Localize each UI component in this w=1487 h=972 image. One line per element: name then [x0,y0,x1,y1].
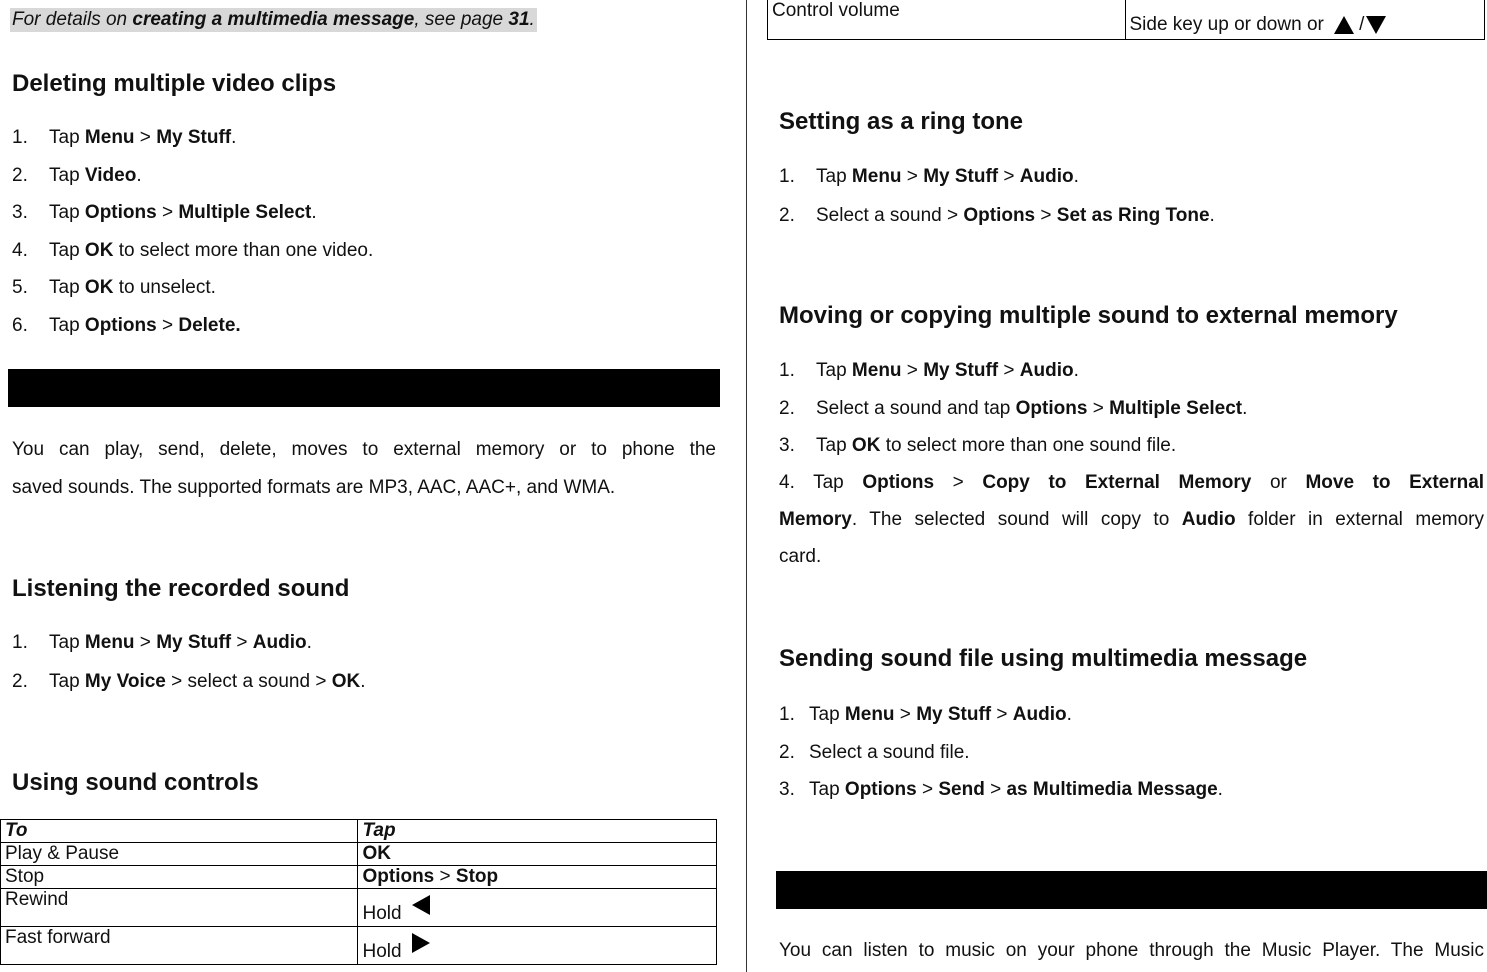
column-divider [746,0,747,972]
table-cell-to: Control volume [768,0,1126,39]
left-column [0,0,730,972]
sound-intro-paragraph: You can play, send, delete, moves to external memory or to phone the saved sounds. The supported formats are MP3, AAC, AAC+, and WMA. [12,439,716,498]
right-column [760,0,1487,972]
step-4-line: card. [779,546,822,567]
table-row [1,843,717,866]
step-4-copy-move [779,464,1484,575]
table-cell-tap: Hold [358,927,717,965]
table-row [1,927,717,965]
volume-up-triangle-icon [1334,16,1354,34]
list-item: 2. Select a sound file. [779,741,970,763]
list-item: 1. Tap Menu > My Stuff > Audio. [12,632,312,653]
table-cell-tap: Options > Stop [358,866,717,889]
section-header-bar [8,369,720,407]
list-item: 2. Tap Video. [12,164,142,186]
music-player-paragraph: You can listen to music on your phone through the Music Player. The Music [779,940,1484,961]
table-header-cell: To [1,820,358,843]
step-4-line: 4. Tap Options > Copy to External Memory or Move to External [779,472,1485,493]
table-header-row [1,820,717,843]
table-header-cell: Tap [358,820,717,843]
table-cell-to: Fast forward [1,927,358,965]
list-item: 2. Select a sound and tap Options > Multiple Select. [779,397,1248,419]
list-item: 6. Tap Options > Delete. [12,315,241,336]
rewind-triangle-icon [412,895,430,915]
list-item: 1. Tap Menu > My Stuff > Audio. [779,360,1079,381]
volume-control-table [767,0,1485,40]
section-header-bar [776,871,1487,909]
heading-ring-tone: Setting as a ring tone [779,108,1024,135]
sound-controls-table [0,819,717,965]
list-item: 2. Select a sound > Options > Set as Ring Tone. [779,204,1215,226]
list-item: 3. Tap OK to select more than one sound file. [779,435,1177,456]
volume-down-triangle-icon [1366,16,1386,34]
table-row [768,0,1485,39]
table-cell-tap: Hold [358,889,717,927]
heading-sound-controls: Using sound controls [12,769,259,796]
heading-sending-mms: Sending sound file using multimedia message [779,645,1308,672]
list-item: 3. Tap Options > Multiple Select. [12,202,317,224]
list-item: 1. Tap Menu > My Stuff > Audio. [779,166,1079,187]
list-item: 4. Tap OK to select more than one video. [12,239,374,261]
forward-triangle-icon [412,933,430,953]
table-cell-tap: OK [358,843,717,866]
cross-reference-note: For details on creating a multimedia message, see page 31. [12,9,535,30]
step-4-line: Memory. The selected sound will copy to Audio folder in external memory [779,509,1484,530]
table-row [1,889,717,927]
table-cell-tap: Side key up or down or / [1125,0,1485,39]
table-cell-to: Rewind [1,889,358,927]
list-item: 3. Tap Options > Send > as Multimedia Message. [779,779,1223,801]
table-cell-to: Play & Pause [1,843,358,866]
list-item: 1. Tap Menu > My Stuff. [12,127,237,148]
heading-deleting-video: Deleting multiple video clips [12,70,337,97]
heading-listening: Listening the recorded sound [12,575,350,602]
list-item: 5. Tap OK to unselect. [12,277,216,299]
list-item: 2. Tap My Voice > select a sound > OK. [12,670,366,692]
list-item: 1. Tap Menu > My Stuff > Audio. [779,704,1072,725]
table-cell-to: Stop [1,866,358,889]
heading-moving-copying: Moving or copying multiple sound to external memory [779,302,1398,329]
table-row [1,866,717,889]
